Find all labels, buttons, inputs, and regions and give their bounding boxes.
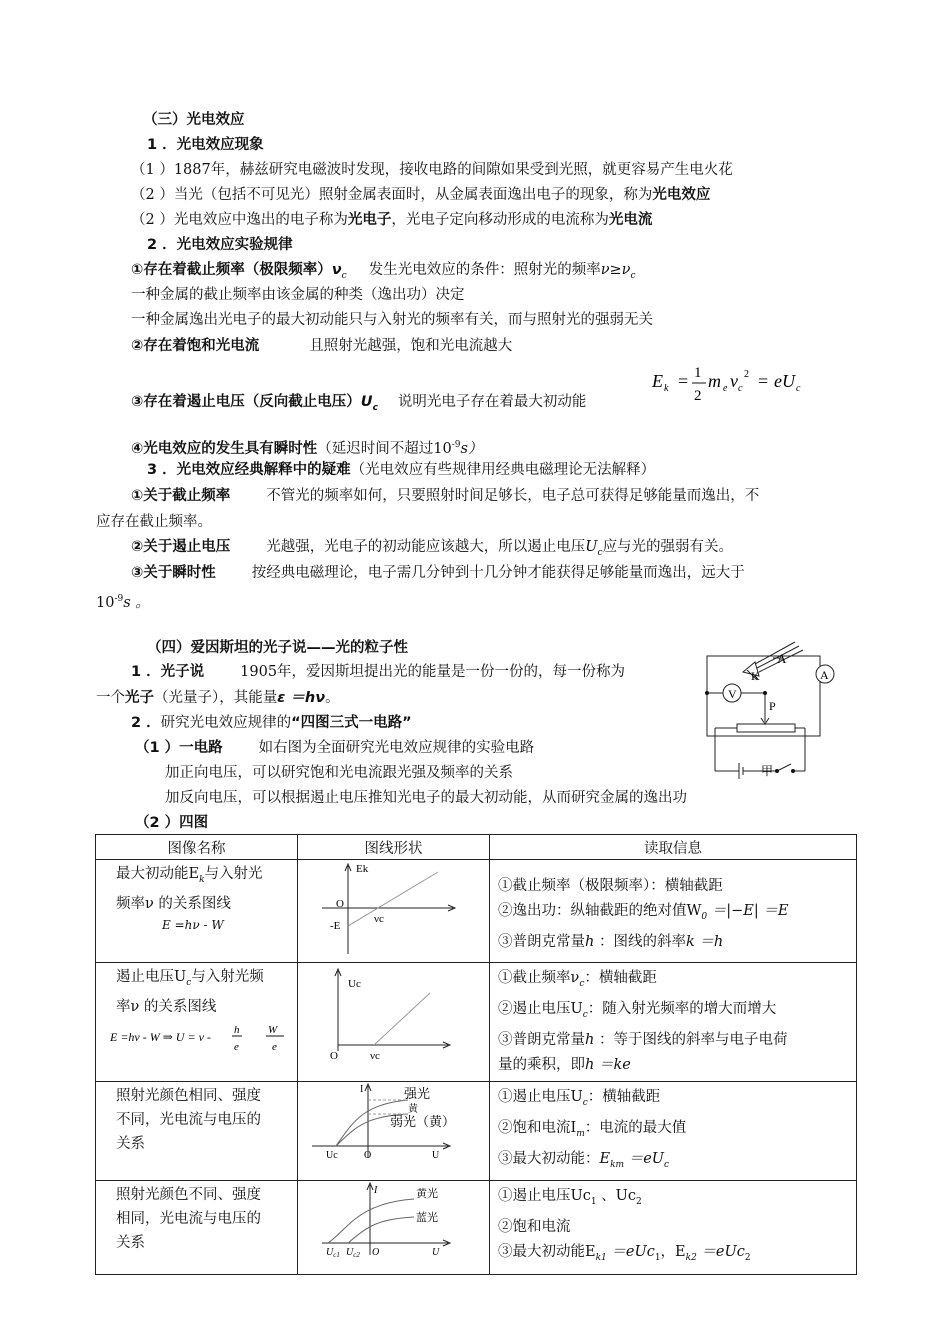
svg-text:h: h (234, 1023, 240, 1036)
svg-text:U: U (432, 1247, 440, 1258)
doubt3: ③关于瞬时性 按经典电磁理论，电子需几分钟到十几分钟才能获得足够能量而逸出，远大于 (131, 565, 745, 581)
svg-text:蓝光: 蓝光 (416, 1212, 438, 1225)
rule1-note1: 一种金属的截止频率由该金属的种类（逸出功）决定 (131, 287, 465, 303)
ammeter-icon: A (820, 668, 829, 682)
slider-label: P (769, 699, 776, 713)
svg-text:eU: eU (774, 371, 795, 391)
reverse-voltage-note: 加反向电压，可以根据遏止电压推知光电子的最大初动能，从而研究金属的逸出功 (165, 790, 687, 806)
info-cell: ①遏止电压$U_c$：横轴截距 ②饱和电流$I_m$：电流的最大值 ③最大初动能：$E_{km} =eU_c$ (490, 1081, 857, 1181)
column-header: 图像名称 (96, 835, 298, 860)
s3-sub3-title: 3 ．光电效应经典解释中的疑难（光电效应有些规律用经典电磁理论无法解释） (147, 462, 656, 478)
s3-sub2-title: 2 ．光电效应实验规律 (147, 237, 293, 253)
column-header: 图线形状 (298, 835, 490, 860)
table-row (96, 963, 857, 1082)
cathode-label: K (751, 669, 760, 683)
photon-theory: 1 ．光子说 1905年，爱因斯坦提出光的能量是一份一份的，每一份称为 (131, 664, 626, 680)
svg-text:E =hν - W ⇒ U = ν -: E =hν - W ⇒ U = ν - (110, 1029, 211, 1044)
svg-text:强光: 强光 (404, 1085, 431, 1101)
four-graphs-table (95, 834, 857, 1275)
formula (110, 1019, 286, 1055)
svg-text:U: U (432, 1149, 440, 1160)
svg-text:v: v (730, 371, 738, 391)
info-cell: ①截止频率$\nu_c$：横轴截距 ②遏止电压$U_c$：随入射光频率的增大而增大 ③普朗克常量h ：等于图线的斜率与电子电荷 量的乘积，即h ＝ke (490, 963, 857, 1082)
s3-p1: （1 ）1887年，赫兹研究电磁波时发现，接收电路的间隙如果受到光照，就更容易产生电火花 (131, 162, 733, 178)
svg-text:I: I (374, 1185, 378, 1197)
current-vs-voltage-color-graph (298, 1181, 488, 1257)
rule1: ①存在着截止频率（极限频率）$\nu_c$ 发生光电效应的条件：照射光的频率$\nu\ge\nu_c$ (131, 262, 636, 281)
svg-text:2: 2 (744, 369, 749, 380)
table-header-row (96, 835, 857, 860)
svg-text:O: O (336, 898, 344, 910)
four-graphs-heading: 2 ．研究光电效应规律的“四图三式一电路” (131, 715, 412, 731)
table-row (96, 1181, 857, 1275)
uc-vs-frequency-graph (298, 963, 488, 1063)
info-cell: ①截止频率（极限频率）：横轴截距 ②逸出功：纵轴截距的绝对值$W_0 =|-E| =E$ ③普朗克常量h ：图线的斜率k ＝h (490, 860, 857, 963)
s3-sub1-title: 1 ．光电效应现象 (147, 137, 264, 153)
doubt1: ①关于截止频率 不管光的频率如何，只要照射时间足够长，电子总可获得足够能量而逸出，不 (131, 488, 760, 504)
graph-cell (298, 963, 490, 1082)
s3-p3: （2 ）光电效应中逸出的电子称为光电子，光电子定向移动形成的电流称为光电流 (131, 212, 653, 228)
svg-text:νc: νc (374, 913, 384, 925)
rule3: ③存在着遏止电压（反向截止电压）$U_c$ 说明光电子存在着最大初动能 (131, 394, 587, 413)
column-header: 读取信息 (490, 835, 857, 860)
anode-label: A (777, 651, 787, 666)
svg-text:2: 2 (694, 388, 702, 404)
svg-text:Uc: Uc (348, 978, 361, 990)
forward-voltage-note: 加正向电压，可以研究饱和光电流跟光强及频率的关系 (165, 765, 513, 781)
svg-text:黄: 黄 (408, 1103, 418, 1115)
svg-text:Uc: Uc (326, 1149, 338, 1160)
photon-energy: 一个光子（光量子），其能量ε ＝hν。 (96, 690, 340, 706)
svg-text:O: O (364, 1149, 372, 1160)
graph-name-cell: 遏止电压$U_c$与入射光频 率ν 的关系图线 E =hν - W ⇒ U = ν - h e W e (96, 963, 298, 1082)
svg-text:Uc2: $U_{c2}$ (346, 1247, 360, 1258)
rule4: ④光电效应的发生具有瞬时性（延迟时间不超过$10^{-9}s$） (131, 440, 483, 457)
svg-text:k: k (664, 383, 669, 394)
doubt1-cont: 应存在截止频率。 (96, 514, 212, 530)
rule1-note2: 一种金属逸出光电子的最大初动能只与入射光的频率有关，而与照射光的强弱无关 (131, 312, 653, 328)
one-circuit: （1 ）一电路 如右图为全面研究光电效应规律的实验电路 (135, 740, 535, 756)
current-vs-voltage-intensity-graph (298, 1082, 488, 1160)
svg-text:E: E (652, 371, 663, 391)
graph-cell (298, 1081, 490, 1181)
svg-text:=: = (678, 371, 689, 391)
svg-text:Ek: Ek (356, 863, 369, 875)
rule2: ②存在着饱和光电流 且照射光越强，饱和光电流越大 (131, 338, 513, 354)
svg-text:νc: νc (370, 1050, 380, 1062)
s3-p2: （2 ）当光（包括不可见光）照射金属表面时，从金属表面逸出电子的现象，称为光电效应 (131, 187, 711, 203)
graph-cell (298, 1181, 490, 1275)
svg-text:弱光（黄）: 弱光（黄） (390, 1113, 456, 1129)
svg-text:O: O (372, 1247, 380, 1258)
svg-text:c: c (796, 383, 801, 394)
table-row (96, 860, 857, 963)
svg-text:e: e (234, 1040, 239, 1053)
svg-text:I: I (360, 1083, 364, 1095)
svg-text:1: 1 (694, 365, 702, 381)
svg-text:=: = (758, 371, 769, 391)
svg-text:e: e (723, 383, 728, 394)
ek-vs-frequency-graph (298, 860, 488, 958)
svg-text:m: m (708, 371, 721, 391)
svg-text:-E: -E (330, 920, 341, 932)
table-row (96, 1081, 857, 1181)
section3-title: （三）光电效应 (143, 112, 245, 128)
four-graphs-label: （2 ）四图 (135, 815, 209, 831)
photoelectric-circuit-diagram (695, 636, 845, 786)
voltmeter-icon: V (728, 687, 737, 701)
svg-text:e: e (272, 1040, 277, 1053)
formula: E =hν - W (162, 917, 224, 932)
section4-title: （四）爱因斯坦的光子说——光的粒子性 (147, 640, 408, 656)
doubt3-cont: $10^{-9}s$ 。 (96, 594, 150, 611)
doubt2: ②关于遏止电压 光越强，光电子的初动能应该越大，所以遏止电压$U_c$应与光的强弱有关。 (131, 539, 734, 558)
max-kinetic-energy-formula (648, 357, 808, 409)
svg-text:c: c (738, 383, 743, 394)
info-cell: ①遏止电压$Uc_1$ 、$Uc_2$ ②饱和电流 ③最大初动能$E_{k1} =eUc_1$，$E_{k2} =eUc_2$ (490, 1181, 857, 1275)
source-label: 甲 (761, 764, 774, 778)
svg-text:O: O (330, 1050, 338, 1062)
svg-text:W: W (268, 1023, 278, 1036)
graph-name-cell: 最大初动能$E_k$与入射光 频率ν 的关系图线 E =hν - W (96, 860, 298, 963)
svg-text:Uc1: $U_{c1}$ (326, 1247, 340, 1258)
graph-name-cell: 照射光颜色相同、强度 不同，光电流与电压的 关系 (96, 1081, 298, 1181)
svg-text:黄光: 黄光 (416, 1188, 438, 1201)
graph-name-cell: 照射光颜色不同、强度 相同，光电流与电压的 关系 (96, 1181, 298, 1275)
graph-cell (298, 860, 490, 963)
